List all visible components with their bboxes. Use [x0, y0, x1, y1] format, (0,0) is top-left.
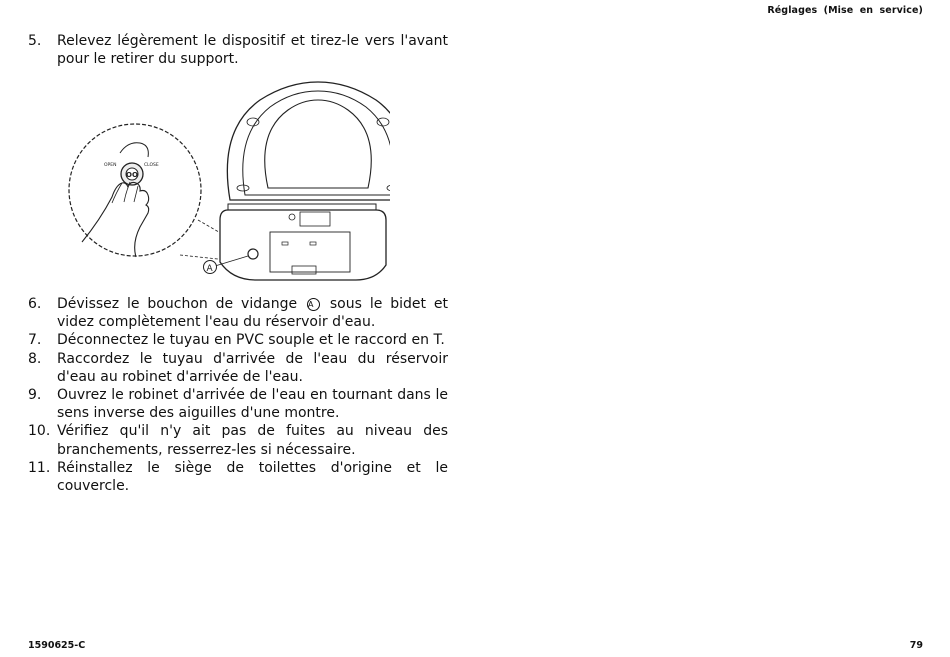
- valve-knob-label: OO: [126, 171, 138, 179]
- step-text: [57, 295, 448, 331]
- step-item: [28, 295, 448, 331]
- step-text: Réinstallez le siège de toilettes d'origine et le couvercle.: [57, 459, 448, 495]
- step-item: [28, 459, 448, 495]
- step-text: Raccordez le tuyau d'arrivée de l'eau du réservoir d'eau au robinet d'arrivée de l'eau.: [57, 350, 448, 385]
- step-text: Déconnectez le tuyau en PVC souple et le raccord en T.: [57, 332, 445, 349]
- callout-a-inline: A: [307, 298, 320, 311]
- step-text: Ouvrez le robinet d'arrivée de l'eau en tournant dans le sens inverse des aiguilles d'une montre.: [57, 387, 448, 422]
- step-number: 8.: [28, 350, 42, 367]
- page-number: 79: [909, 640, 923, 651]
- step-text-before: Dévissez le bouchon de vidange: [57, 296, 298, 312]
- callout-a-label: A: [206, 264, 213, 274]
- step-number: 5.: [28, 33, 42, 49]
- step-item: [28, 350, 448, 386]
- steps-list-top: [28, 32, 448, 68]
- step-item: [28, 331, 448, 349]
- valve-close-label: CLOSE: [144, 163, 159, 168]
- document-number: 1590625-C: [28, 640, 86, 651]
- valve-open-label: OPEN: [104, 163, 117, 168]
- steps-list-bottom: [28, 295, 448, 495]
- step-text: Relevez légèrement le dispositif et tirez-le vers l'avant pour le retirer du support.: [57, 33, 448, 68]
- step-text: Vérifiez qu'il n'y ait pas de fuites au niveau des branchements, resserrez-les si nécessaire.: [57, 423, 448, 458]
- step-item: [28, 422, 448, 458]
- seat-body: [220, 82, 390, 280]
- bidet-unit: [220, 210, 386, 280]
- step-text-after: sous le bidet et videz complètement l'eau du réservoir d'eau.: [57, 296, 448, 331]
- step-number: 6.: [28, 296, 42, 312]
- step-item: [28, 32, 448, 68]
- bidet-seat-illustration: [60, 70, 390, 285]
- step-number: 11.: [28, 459, 51, 476]
- step-number: 7.: [28, 332, 42, 349]
- hand-drawing: [82, 183, 149, 258]
- step-item: [28, 386, 448, 422]
- step-number: 10.: [28, 423, 51, 440]
- running-header: Réglages (Mise en service): [767, 5, 923, 16]
- valve-detail-circle: [69, 124, 201, 257]
- step-number: 9.: [28, 387, 42, 404]
- drain-plug: [248, 249, 258, 259]
